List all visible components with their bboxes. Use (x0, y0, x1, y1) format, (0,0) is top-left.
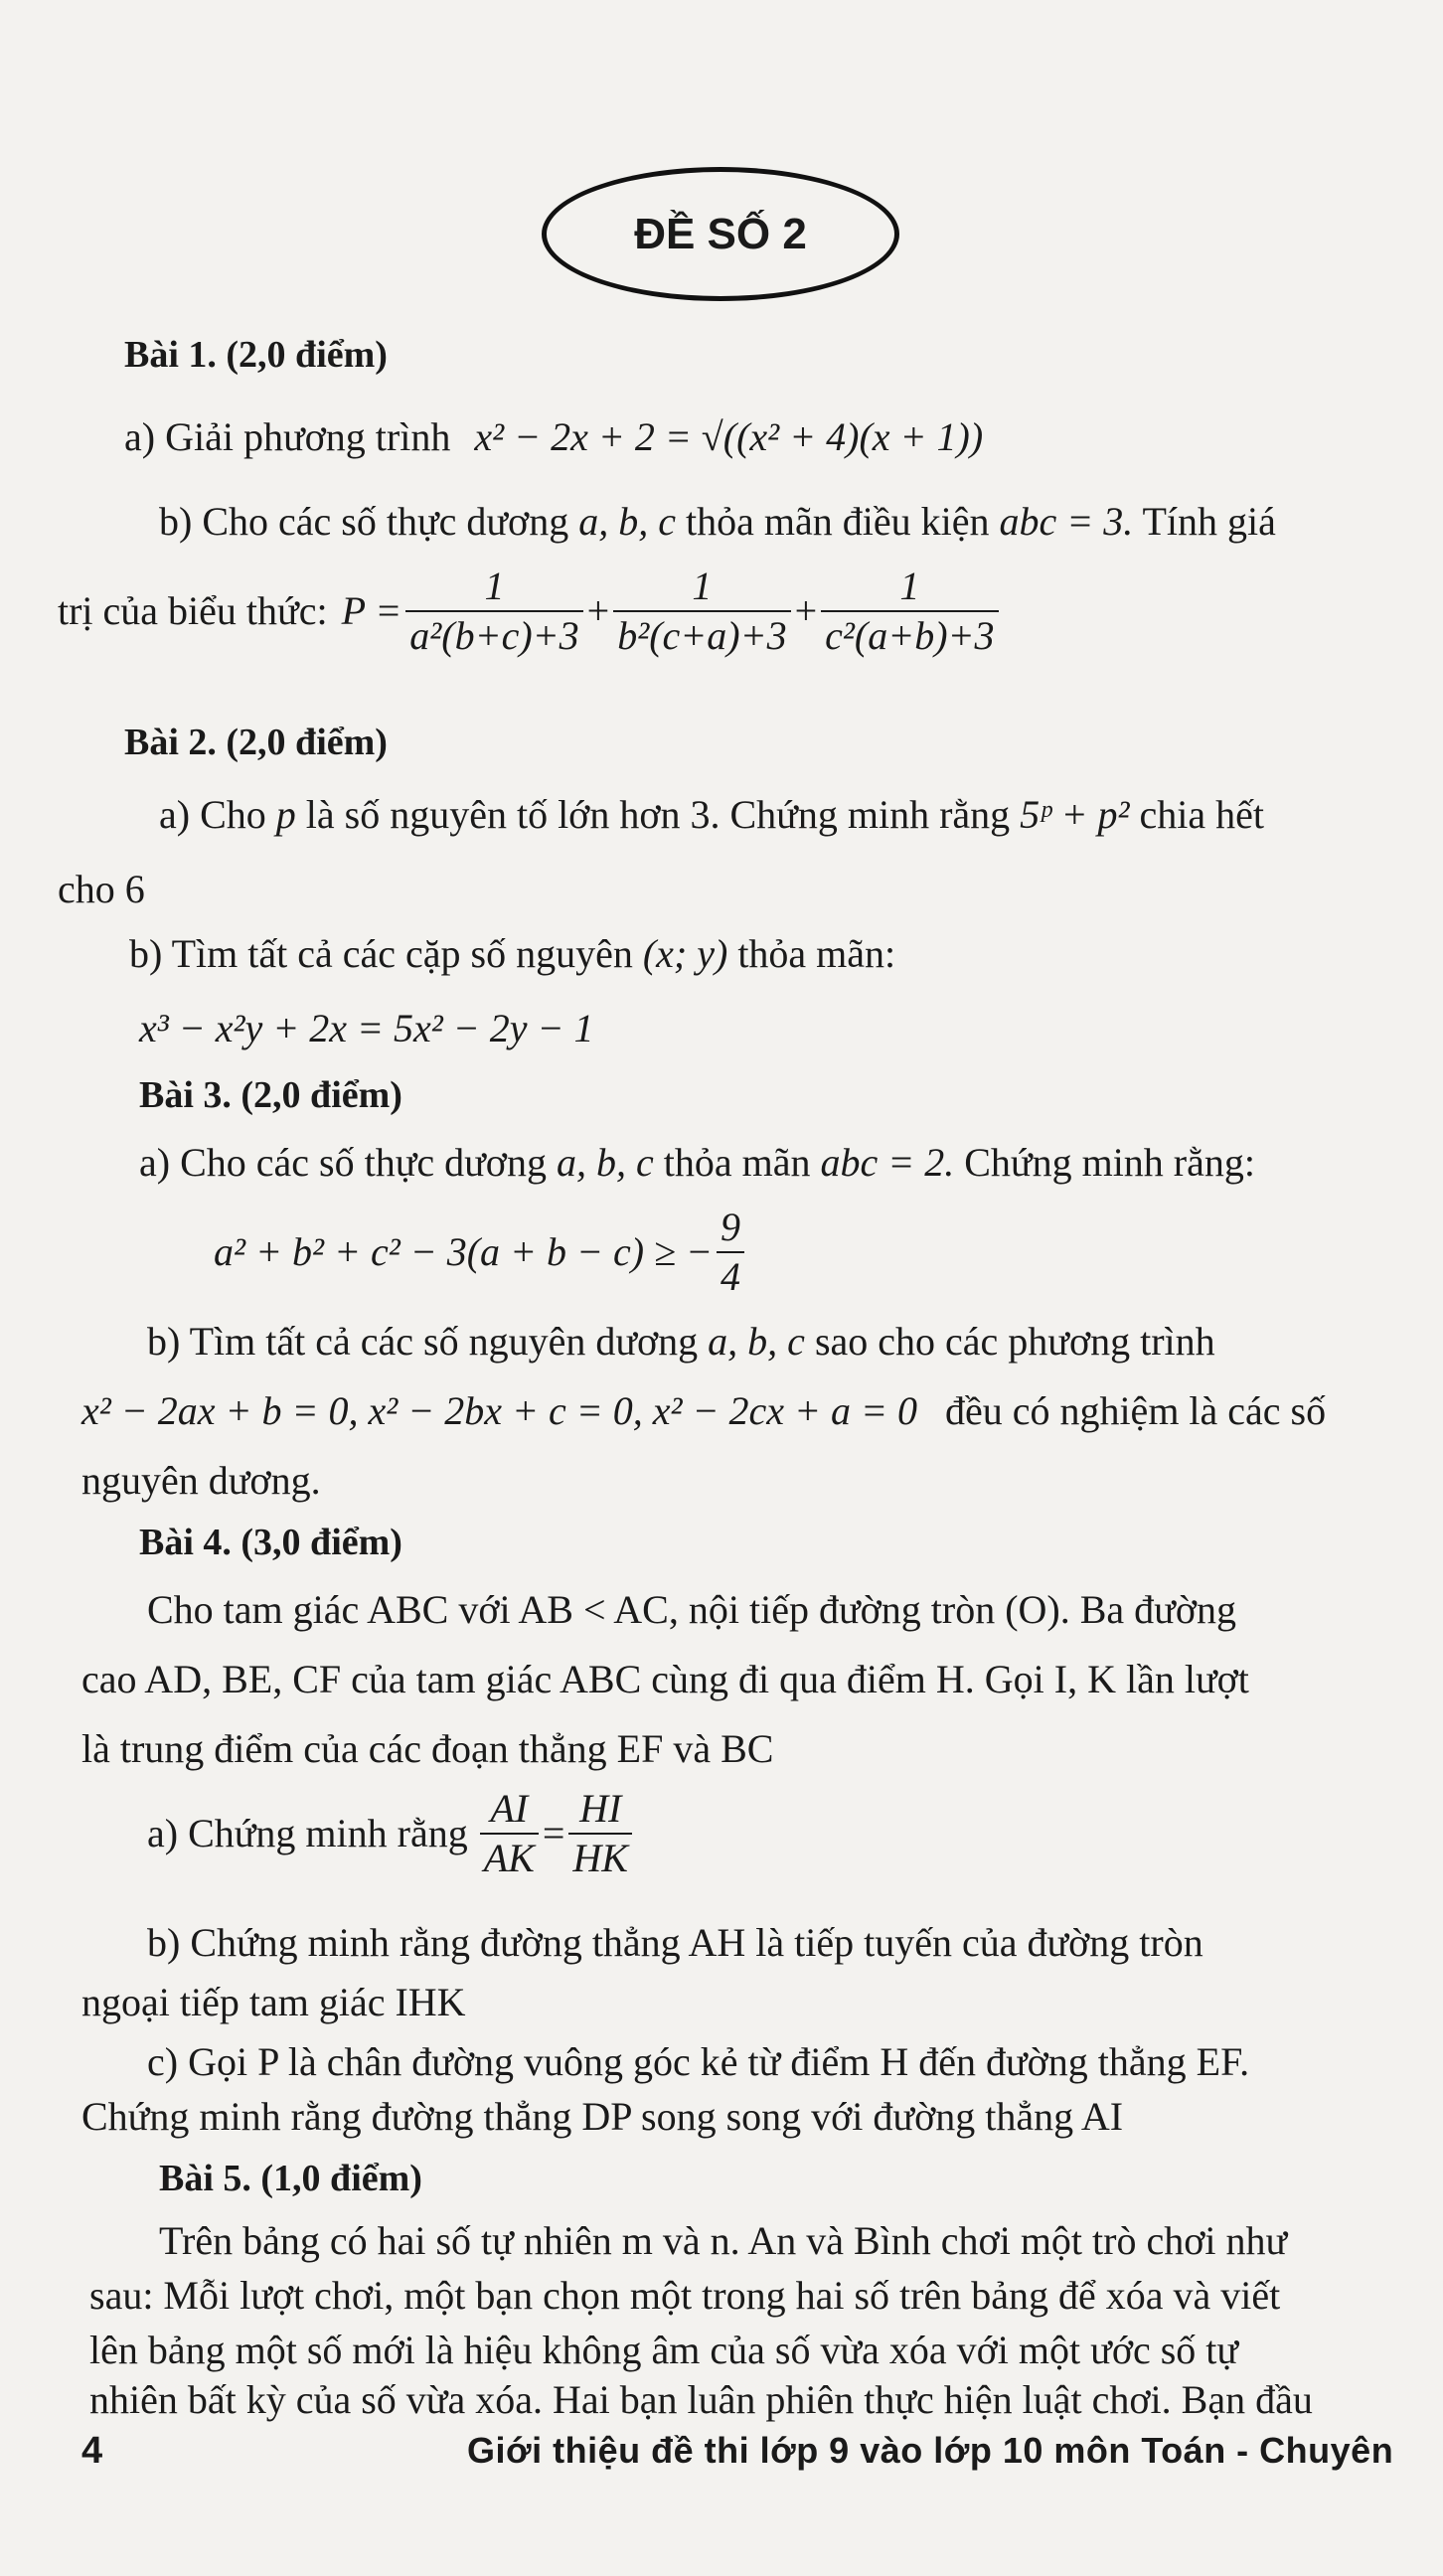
fraction-hi-hk-num: HI (579, 1786, 622, 1831)
bai1-b-condition: abc = 3. (999, 499, 1134, 544)
fraction-ai-ak-num: AI (490, 1786, 529, 1831)
bai1-P-label: P = (341, 588, 402, 633)
bai4-heading: Bài 4. (3,0 điểm) (139, 1522, 402, 1563)
bai4-b-line1: b) Chứng minh rằng đường thẳng AH là tiếp tuyến của đường tròn (147, 1920, 1203, 1965)
fraction-ai-ak (480, 1786, 539, 1880)
bai1-b-line1 (159, 499, 1276, 544)
bai2-a-var: p (275, 792, 296, 837)
bai1-b-text2: thỏa mãn điều kiện (685, 499, 990, 544)
bai2-a-line1 (159, 792, 1264, 837)
bai1-b-text3: Tính giá (1142, 499, 1276, 544)
page-number: 4 (81, 2430, 103, 2472)
fraction-nine-quarters-num: 9 (721, 1205, 741, 1249)
bai2-a-text: a) Cho (159, 792, 266, 837)
bai1-b-line2 (58, 566, 1003, 656)
fraction-1-den: a²(b+c)+3 (405, 610, 582, 656)
fraction-hi-hk (568, 1786, 632, 1880)
bai3-b-vars: a, b, c (708, 1319, 805, 1364)
bai2-a-line2: cho 6 (58, 867, 145, 911)
bai3-a-vars: a, b, c (556, 1140, 654, 1185)
bai3-b-text2: sao cho các phương trình (814, 1319, 1215, 1364)
fraction-nine-quarters (717, 1205, 744, 1299)
bai2-a-text2: là số nguyên tố lớn hơn 3. Chứng minh rằng (305, 792, 1011, 837)
fraction-3-num: 1 (899, 564, 920, 608)
bai4-intro-line3: là trung điểm của các đoạn thẳng EF và BC (81, 1726, 774, 1771)
page-title: ĐỀ SỐ 2 (634, 209, 807, 258)
bai3-a-text: a) Cho các số thực dương (139, 1140, 547, 1185)
bai4-c-line2: Chứng minh rằng đường thẳng DP song song với đường thẳng AI (81, 2094, 1124, 2139)
bai1-heading: Bài 1. (2,0 điểm) (124, 334, 388, 376)
bai1-a-equation: x² − 2x + 2 = √((x² + 4)(x + 1)) (474, 414, 984, 459)
fraction-1 (405, 566, 582, 656)
bai2-b-pair: (x; y) (642, 931, 728, 976)
bai3-a-ineq-text: a² + b² + c² − 3(a + b − c) ≥ − (214, 1229, 714, 1274)
fraction-2 (613, 566, 790, 656)
fraction-3-den: c²(a+b)+3 (821, 610, 998, 656)
bai2-b-text: b) Tìm tất cả các cặp số nguyên (129, 931, 633, 976)
bai1-a-line (124, 414, 984, 459)
bai2-a-text3: chia hết (1139, 792, 1264, 837)
bai3-b-line2 (81, 1388, 1327, 1433)
bai1-b-line2-text: trị của biểu thức: (58, 588, 328, 633)
bai1-b-text: b) Cho các số thực dương (159, 499, 569, 544)
bai5-heading: Bài 5. (1,0 điểm) (159, 2158, 422, 2199)
plus-1: + (586, 588, 610, 633)
bai3-b-line1 (147, 1319, 1215, 1364)
bai3-a-text2: thỏa mãn (663, 1140, 811, 1185)
bai4-c-line1: c) Gọi P là chân đường vuông góc kẻ từ điểm H đến đường thẳng EF. (147, 2039, 1250, 2084)
fraction-3 (821, 566, 998, 656)
bai2-b-text2: thỏa mãn: (737, 931, 896, 976)
fraction-1-num: 1 (484, 564, 505, 608)
bai3-b-text: b) Tìm tất cả các số nguyên dương (147, 1319, 699, 1364)
bai3-a-line (139, 1140, 1255, 1185)
bai2-b-line (129, 931, 896, 976)
bai4-a-line (147, 1786, 636, 1880)
bai2-heading: Bài 2. (2,0 điểm) (124, 722, 388, 763)
fraction-nine-quarters-den: 4 (717, 1251, 744, 1297)
bai5-line2: sau: Mỗi lượt chơi, một bạn chọn một trong hai số trên bảng để xóa và viết (89, 2273, 1281, 2318)
bai1-b-vars: a, b, c (578, 499, 676, 544)
fraction-hi-hk-den: HK (568, 1833, 632, 1878)
bai3-b-text3: đều có nghiệm là các số (944, 1388, 1327, 1433)
bai3-a-text3: Chứng minh rằng: (964, 1140, 1255, 1185)
bai4-intro-line2: cao AD, BE, CF của tam giác ABC cùng đi qua điểm H. Gọi I, K lần lượt (81, 1657, 1249, 1701)
bai4-a-equals: = (542, 1811, 565, 1855)
bai3-heading: Bài 3. (2,0 điểm) (139, 1074, 402, 1116)
bai5-line3: lên bảng một số mới là hiệu không âm của số vừa xóa với một ước số tự (89, 2328, 1239, 2372)
bai5-line1: Trên bảng có hai số tự nhiên m và n. An và Bình chơi một trò chơi như (159, 2218, 1288, 2263)
bai4-intro-line1: Cho tam giác ABC với AB < AC, nội tiếp đường tròn (O). Ba đường (147, 1587, 1237, 1632)
fraction-2-den: b²(c+a)+3 (613, 610, 790, 656)
plus-2: + (794, 588, 818, 633)
bai2-a-expr: 5ᵖ + p² (1020, 792, 1130, 837)
book-title: Giới thiệu đề thi lớp 9 vào lớp 10 môn Toán - Chuyên (467, 2430, 1394, 2471)
bai3-a-condition: abc = 2. (820, 1140, 955, 1185)
fraction-2-num: 1 (692, 564, 713, 608)
bai5-line4: nhiên bất kỳ của số vừa xóa. Hai bạn luân phiên thực hiện luật chơi. Bạn đầu (89, 2377, 1313, 2422)
bai3-b-line3: nguyên dương. (81, 1458, 321, 1503)
bai3-b-equations: x² − 2ax + b = 0, x² − 2bx + c = 0, x² − 2cx + a = 0 (81, 1388, 917, 1433)
bai3-a-inequality (214, 1205, 748, 1299)
bai4-b-line2: ngoại tiếp tam giác IHK (81, 1980, 466, 2024)
bai4-a-text: a) Chứng minh rằng (147, 1811, 468, 1855)
bai1-a-text: a) Giải phương trình (124, 414, 451, 459)
fraction-ai-ak-den: AK (480, 1833, 539, 1878)
bai2-b-equation: x³ − x²y + 2x = 5x² − 2y − 1 (139, 1006, 594, 1050)
